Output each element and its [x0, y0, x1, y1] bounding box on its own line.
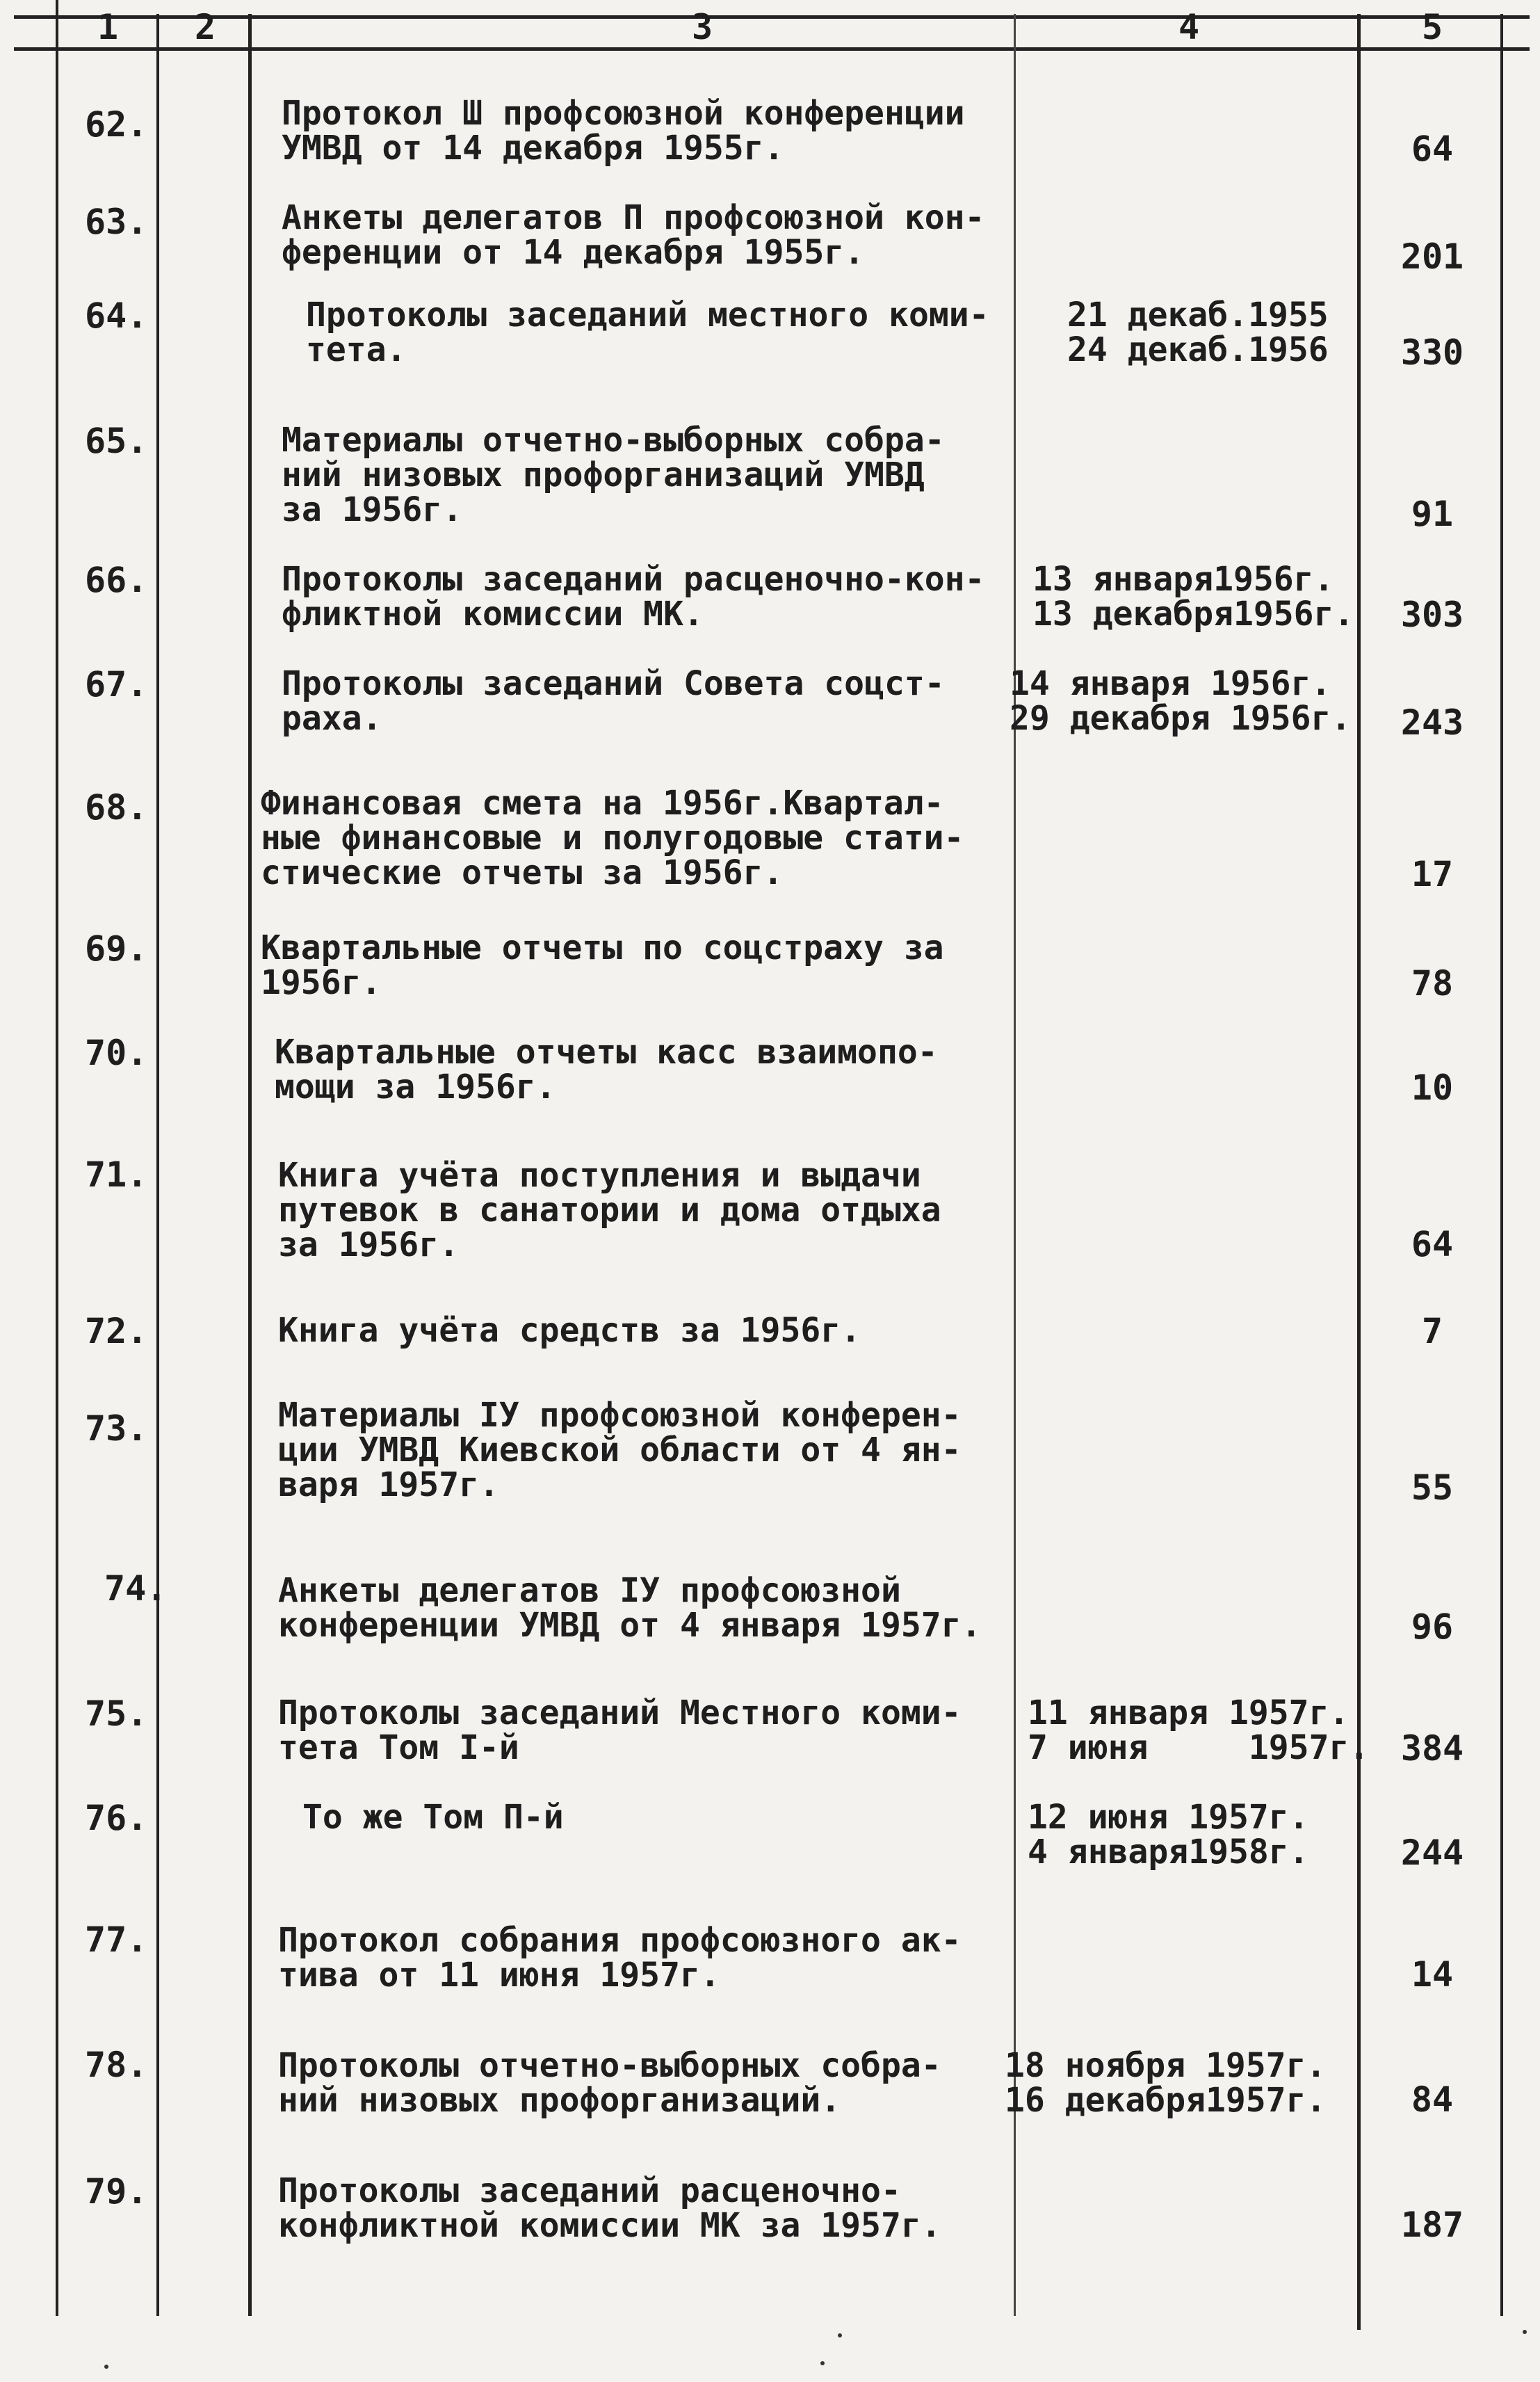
row-75-sheets: 384: [1400, 1728, 1464, 1769]
row-64-sheets: 330: [1400, 332, 1464, 373]
row-66-title: Протоколы заседаний расценочно-кон- фликтной комиссии МК.: [282, 560, 985, 634]
col-divider-3: [248, 14, 252, 2316]
col-divider-4: [1014, 14, 1016, 2316]
header-col-4: 4: [1178, 7, 1200, 47]
header-col-3: 3: [691, 7, 713, 47]
row-68-number: 68.: [85, 787, 148, 828]
scan-speck: [820, 2361, 825, 2365]
row-77-title: Протокол собрания профсоюзного ак- тива от 11 июня 1957г.: [278, 1921, 962, 1995]
row-62-title: Протокол Ш профсоюзной конференции УМВД от 14 декабря 1955г.: [282, 94, 965, 168]
scan-speck: [104, 2365, 108, 2369]
header-col-2: 2: [194, 7, 216, 47]
row-71-sheets: 64: [1411, 1224, 1454, 1264]
row-74-sheets: 96: [1411, 1607, 1454, 1647]
row-79-number: 79.: [85, 2171, 148, 2212]
row-78-title: Протоколы отчетно-выборных собра- ний низовых профорганизаций.: [278, 2046, 941, 2120]
row-75-title: Протоколы заседаний Местного коми- тета Том I-й: [278, 1693, 962, 1767]
row-74-title: Анкеты делегатов IУ профсоюзной конференции УМВД от 4 января 1957г.: [278, 1571, 982, 1645]
row-73-sheets: 55: [1411, 1467, 1454, 1508]
row-78-sheets: 84: [1411, 2079, 1454, 2120]
row-69-number: 69.: [85, 928, 148, 969]
row-63-number: 63.: [85, 202, 148, 242]
scan-speck: [1523, 2330, 1527, 2334]
row-62-sheets: 64: [1411, 129, 1454, 169]
row-64-dates: 21 декаб.1955 24 декаб.1956: [1067, 296, 1329, 369]
row-63-title: Анкеты делегатов П профсоюзной кон- ференции от 14 декабря 1955г.: [282, 198, 985, 272]
row-70-title: Квартальные отчеты касс взаимопо- мощи за 1956г.: [275, 1033, 938, 1106]
row-63-sheets: 201: [1400, 236, 1464, 277]
row-69-title: Квартальные отчеты по соцстраху за 1956г.: [261, 928, 944, 1002]
row-66-sheets: 303: [1400, 595, 1464, 635]
row-79-sheets: 187: [1400, 2205, 1464, 2245]
row-77-sheets: 14: [1411, 1954, 1454, 1995]
row-73-title: Материалы IУ профсоюзной конферен- ции УМВД Киевской области от 4 ян- варя 1957г.: [278, 1396, 962, 1504]
row-67-sheets: 243: [1400, 702, 1464, 743]
row-68-title: Финансовая смета на 1956г.Квартал- ные финансовые и полугодовые стати- стические отчеты за 1956г.: [261, 784, 964, 892]
row-67-title: Протоколы заседаний Совета соцст- раха.: [282, 664, 945, 738]
row-76-dates: 12 июня 1957г. 4 января1958г.: [1028, 1798, 1309, 1872]
row-75-dates: 11 января 1957г. 7 июня 1957г.: [1028, 1693, 1370, 1767]
row-65-title: Материалы отчетно-выборных собра- ний низовых профорганизаций УМВД за 1956г.: [282, 421, 945, 529]
row-77-number: 77.: [85, 1920, 148, 1960]
row-71-number: 71.: [85, 1154, 148, 1195]
row-67-dates: 14 января 1956г. 29 декабря 1956г.: [1010, 664, 1352, 738]
row-78-number: 78.: [85, 2045, 148, 2085]
row-64-title: Протоколы заседаний местного коми- тета.: [306, 296, 989, 369]
row-72-number: 72.: [85, 1311, 148, 1351]
row-69-sheets: 78: [1411, 963, 1454, 1004]
row-73-number: 73.: [85, 1408, 148, 1449]
row-67-number: 67.: [85, 664, 148, 705]
row-71-title: Книга учёта поступления и выдачи путевок в санатории и дома отдыха за 1956г.: [278, 1156, 941, 1264]
row-74-number: 74.: [104, 1568, 168, 1609]
row-68-sheets: 17: [1411, 854, 1454, 894]
row-62-number: 62.: [85, 104, 148, 145]
row-72-title: Книга учёта средств за 1956г.: [278, 1311, 861, 1350]
row-66-number: 66.: [85, 560, 148, 600]
row-79-title: Протоколы заседаний расценочно- конфликтной комиссии МК за 1957г.: [278, 2171, 941, 2245]
row-70-number: 70.: [85, 1033, 148, 1073]
row-65-number: 65.: [85, 421, 148, 461]
header-col-5: 5: [1421, 7, 1443, 47]
row-72-sheets: 7: [1421, 1311, 1443, 1351]
header-col-1: 1: [97, 7, 119, 47]
row-78-dates: 18 ноября 1957г. 16 декабря1957г.: [1005, 2046, 1327, 2120]
row-76-number: 76.: [85, 1798, 148, 1838]
header-bottom-rule: [14, 47, 1530, 51]
row-70-sheets: 10: [1411, 1068, 1454, 1108]
col-divider-1: [56, 0, 58, 2316]
row-75-number: 75.: [85, 1693, 148, 1734]
col-divider-2: [156, 14, 159, 2316]
row-64-number: 64.: [85, 296, 148, 336]
row-66-dates: 13 января1956г. 13 декабря1956г.: [1032, 560, 1354, 634]
row-76-title: То же Том П-й: [302, 1798, 564, 1837]
scan-speck: [838, 2333, 842, 2337]
row-76-sheets: 244: [1400, 1833, 1464, 1873]
row-65-sheets: 91: [1411, 494, 1454, 534]
